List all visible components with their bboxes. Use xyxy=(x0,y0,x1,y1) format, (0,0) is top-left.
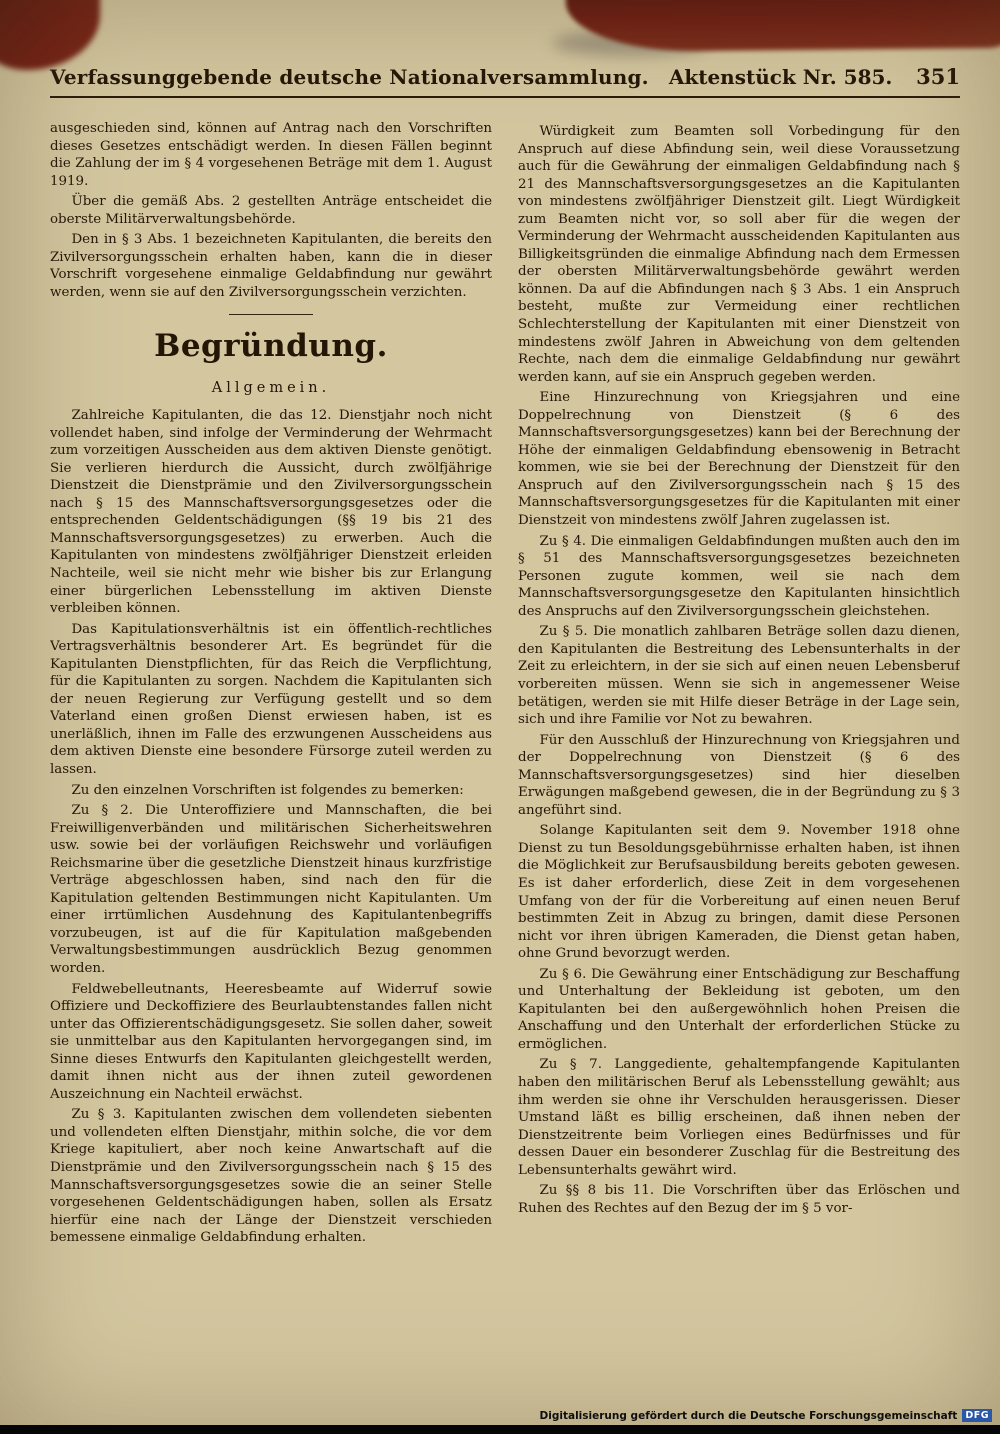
subsection-heading: Allgemein. xyxy=(211,380,331,397)
section-heading: Begründung. xyxy=(154,328,388,365)
scan-stain-top-left xyxy=(0,0,100,70)
assembly-title: Verfassunggebende deutsche Nationalversammlung. xyxy=(50,65,649,89)
page-header xyxy=(50,64,960,98)
paragraph: Zu § 6. Die Gewährung einer Entschädigung zur Beschaffung und Unterhaltung der Bekleidung ist geboten, um den Kapitulanten bei den außergewöhnlich hohen Preisen die Anschaffung und den Unterhalt der erforderlichen Stücke zu ermöglichen. xyxy=(518,966,960,1052)
scan-stain-top-right xyxy=(566,0,1000,52)
digitization-credit xyxy=(540,1409,992,1422)
paragraph: Zahlreiche Kapitulanten, die das 12. Dienstjahr noch nicht vollendet haben, sind infolge der Verminderung der Wehrmacht zum vorzeitigen Ausscheiden aus dem aktiven Dienste genötigt. Sie verlieren hierdurch die Aussicht, durch zwölfjährige Dienstzeit die Dienstprämie und den Zivilversorgungsschein nach § 15 des Mannschaftsversorgungsgesetzes oder die entsprechenden Geldentschädigungen (§§ 19 bis 21 des Mannschaftsversorgungsgesetzes) zu erwerben. Auch die Kapitulanten von mindestens zwölfjähriger Dienstzeit erleiden Nachteile, weil sie nicht mehr wie bisher bis zur Erlangung einer bürgerlichen Lebensstellung im aktiven Dienste verbleiben können. xyxy=(50,408,492,617)
paragraph: Das Kapitulationsverhältnis ist ein öffentlich-rechtliches Vertragsverhältnis besonderer Art. Es begründet für die Kapitulanten Dienstpflichten, für das Reich die Verpflichtung, für die Kapitulanten zu sorgen. Nachdem die Kapitulanten sich der neuen Regierung zur Verfügung gestellt und so dem Vaterland einen großen Dienst erwiesen haben, ist es unerläßlich, ihnen im Falle des erzwungenen Ausscheidens aus dem aktiven Dienste eine besondere Fürsorge zuteil werden zu lassen. xyxy=(50,621,492,777)
document-number: Aktenstück Nr. 585. xyxy=(668,65,893,89)
scan-bottom-bar xyxy=(0,1425,1000,1434)
paragraph: Über die gemäß Abs. 2 gestellten Anträge entscheidet die oberste Militärverwaltungsbehörde. xyxy=(50,194,492,227)
paragraph: Zu den einzelnen Vorschriften ist folgendes zu bemerken: xyxy=(71,782,464,798)
paragraph: Zu § 2. Die Unteroffiziere und Mannschaften, die bei Freiwilligenverbänden und militärischen Sicherheitswehren usw. sowie bei der vorläufigen Reichswehr und vorläufigen Reichsmarine über die gesetzliche Dienstzeit hinaus kurzfristige Verträge abgeschlossen haben, sind nach den für die Kapitulation geltenden Bestimmungen nicht Kapitulanten. Um einer irrtümlichen Ausdehnung des Kapitulantenbegriffs vorzubeugen, ist auf die für Kapitulation maßgebenden Verwaltungsbestimmungen ausdrücklich Bezug genommen worden. xyxy=(50,803,492,977)
paragraph: Zu § 3. Kapitulanten zwischen dem vollendeten siebenten und vollendeten elften Dienstjahr, mithin solche, die vor dem Kriege kapituliert, aber noch keine Anwartschaft auf die Dienstprämie und den Zivilversorgungsschein nach § 15 des Mannschaftsversorgungsgesetzes sowie die an seiner Stelle vorgesehenen Geldentschädigungen haben, sollen als Ersatz hierfür eine nach der Länge der Dienstzeit verschieden bemessene einmalige Geldabfindung erhalten. xyxy=(50,1107,492,1246)
paragraph: Eine Hinzurechnung von Kriegsjahren und eine Doppelrechnung von Dienstzeit (§ 6 des Mannschaftsversorgungsgesetzes) kann bei der Berechnung der Höhe der einmaligen Geldabfindung ebensowenig in Betracht kommen, wie sie bei der Berechnung der Dienstzeit für den Anspruch auf den Zivilversorgungsschein nach § 15 des Mannschaftsversorgungsgesetzes für die Kapitulanten mit einer Dienstzeit von mindestens zwölf Jahren zugelassen ist. xyxy=(518,390,960,529)
paragraph: Solange Kapitulanten seit dem 9. November 1918 ohne Dienst zu tun Besoldungsgebührnisse erhalten haben, ist ihnen die Möglichkeit zur Berufsausbildung bereits geboten gewesen. Es ist daher erforderlich, diese Zeit in dem vorgesehenen Umfang von der für die Vorbereitung auf einen neuen Beruf bestimmten Zeit in Abzug zu bringen, damit diese Personen nicht vor ihren übrigen Kameraden, die Dienst getan haben, ohne Grund bevorzugt werden. xyxy=(518,823,960,962)
paragraph: Würdigkeit zum Beamten soll Vorbedingung für den Anspruch auf diese Abfindung sein, weil diese Voraussetzung auch für die Gewährung der einmaligen Geldabfindung nach § 21 des Mannschaftsversorgungsgesetzes an die Kapitulanten von mindestens zwölfjähriger Dienstzeit gilt. Liegt Würdigkeit zum Beamten nicht vor, so soll aber für die wegen der Verminderung der Wehrmacht ausscheidenden Kapitulanten aus Billigkeitsgründen die einmalige Abfindung nach dem Ermessen der obersten Militärverwaltungsbehörde gewährt werden können. Da auf die Abfindungen nach § 3 Abs. 1 ein Anspruch besteht, mußte zur Vermeidung einer rechtlichen Schlechterstellung der Kapitulanten mit einer Dienstzeit von mindestens zwölf Jahren in Abweichung von dem geltenden Rechte, nach dem die einmalige Geldabfindung nur gewährt werden kann, auf sie ein Anspruch gegeben werden. xyxy=(518,124,960,385)
dfg-logo: DFG xyxy=(962,1409,992,1422)
right-column xyxy=(518,120,960,1390)
text-columns xyxy=(50,120,960,1390)
credit-text: Digitalisierung gefördert durch die Deutsche Forschungsgemeinschaft xyxy=(539,1409,958,1422)
paragraph: Zu §§ 8 bis 11. Die Vorschriften über das Erlöschen und Ruhen des Rechtes auf den Bezug der im § 5 vor- xyxy=(518,1183,960,1216)
paragraph: ausgeschieden sind, können auf Antrag nach den Vorschriften dieses Gesetzes entschädigt werden. In diesen Fällen beginnt die Zahlung der im § 4 vorgesehenen Beträge mit dem 1. August 1919. xyxy=(50,121,492,189)
paragraph: Zu § 5. Die monatlich zahlbaren Beträge sollen dazu dienen, den Kapitulanten die Bestreitung des Lebensunterhalts in der Zeit zu erleichtern, in der sie sich auf einen neuen Lebensberuf vorbereiten müssen. Wenn sie sich in angemessener Weise betätigen, werden sie mit Hilfe dieser Beträge in der Lage sein, sich und ihre Familie vor Not zu bewahren. xyxy=(518,624,960,728)
section-separator-rule xyxy=(229,314,313,315)
paragraph: Feldwebelleutnants, Heeresbeamte auf Widerruf sowie Offiziere und Deckoffiziere des Beurlaubtenstandes fallen nicht unter das Offizierentschädigungsgesetz. Sie sollen daher, soweit sie unmittelbar aus den Kapitulanten hervorgegangen sind, im Sinne dieses Entwurfs den Kapitulanten gleichgestellt werden, damit ihnen nicht aus der ihnen zuteil gewordenen Auszeichnung ein Nachteil erwächst. xyxy=(50,981,492,1102)
paragraph: Den in § 3 Abs. 1 bezeichneten Kapitulanten, die bereits den Zivilversorgungsschein erhalten haben, kann die in dieser Vorschrift vorgesehene einmalige Geldabfindung nur gewährt werden, wenn sie auf den Zivilversorgungsschein verzichten. xyxy=(50,232,492,300)
paragraph: Zu § 4. Die einmaligen Geldabfindungen mußten auch den im § 51 des Mannschaftsversorgungsgesetzes bezeichneten Personen zugute kommen, weil sie nach dem Mannschaftsversorgungsgesetze den Kapitulanten hinsichtlich des Anspruchs auf den Zivilversorgungsschein gleichstehen. xyxy=(518,533,960,619)
paragraph: Für den Ausschluß der Hinzurechnung von Kriegsjahren und der Doppelrechnung von Dienstzeit (§ 6 des Mannschaftsversorgungsgesetzes) sind hier dieselben Erwägungen maßgebend gewesen, die in der Begründung zu § 3 angeführt sind. xyxy=(518,732,960,818)
paragraph: Zu § 7. Langgediente, gehaltempfangende Kapitulanten haben den militärischen Beruf als Lebensstellung gewählt; aus ihm werden sie ohne ihr Verschulden herausgerissen. Dieser Umstand läßt es billig erscheinen, daß ihnen neben der Dienstzeitrente beim Vorliegen eines Bedürfnisses und für dessen Dauer ein besonderer Zuschlag für die Bestreitung des Lebensunterhalts gewährt wird. xyxy=(518,1057,960,1178)
page-number: 351 xyxy=(916,64,960,89)
left-column xyxy=(50,120,492,1390)
